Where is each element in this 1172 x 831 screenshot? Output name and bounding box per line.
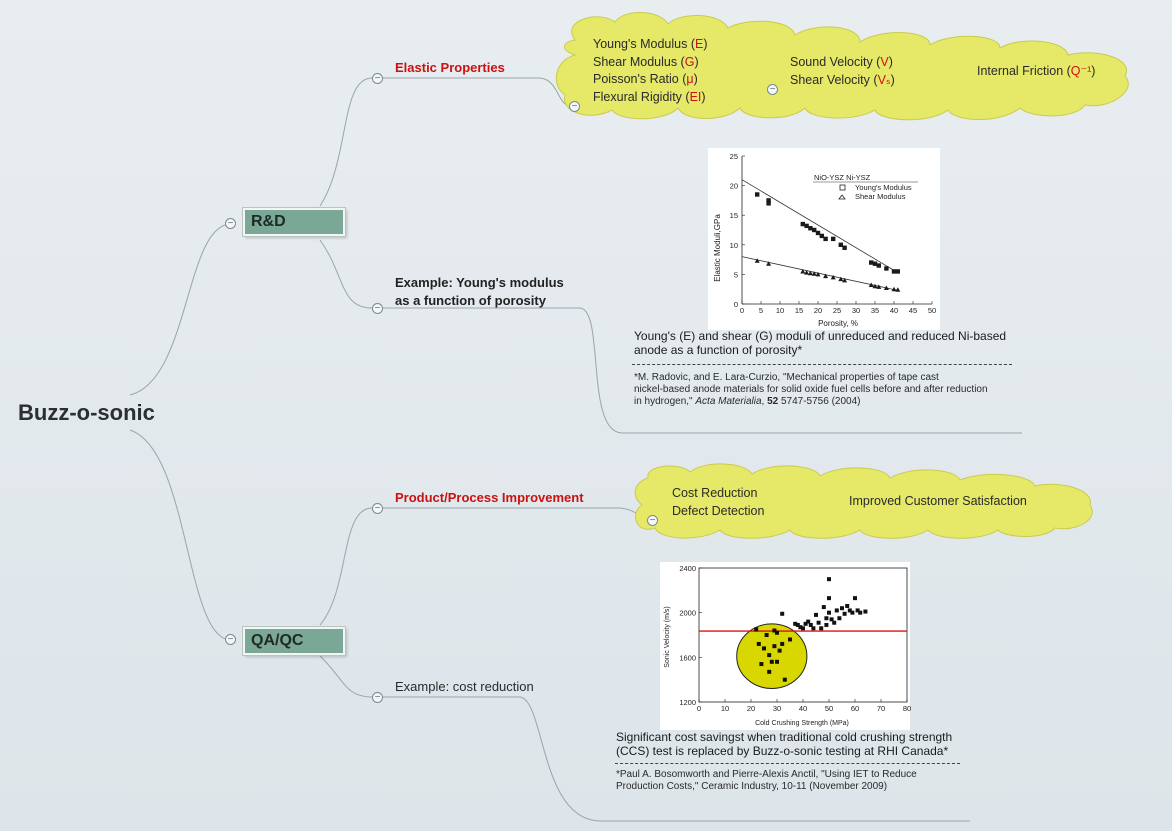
data-point xyxy=(759,662,763,666)
chart-sonic-velocity-ccs xyxy=(660,562,910,730)
x-tick-label: 30 xyxy=(851,306,861,315)
symbol-mu: μ xyxy=(686,72,694,86)
data-point xyxy=(778,649,782,653)
data-point xyxy=(850,611,854,615)
y-tick-label: 15 xyxy=(729,211,738,221)
velocity-item-shear: Shear Velocity (Vₛ) xyxy=(790,72,895,87)
collapse-young-toggle[interactable]: − xyxy=(372,303,383,314)
data-point xyxy=(824,616,828,620)
data-point xyxy=(754,627,758,631)
data-point xyxy=(767,670,771,674)
chart-moduli-porosity xyxy=(708,148,940,330)
shear-modulus-point xyxy=(895,287,900,292)
data-point xyxy=(770,660,774,664)
data-point xyxy=(824,623,828,627)
collapse-elastic-toggle[interactable]: − xyxy=(372,73,383,84)
link-elastic-cloud xyxy=(383,78,574,107)
moduli-list[interactable] xyxy=(593,36,708,106)
divider-ccs xyxy=(615,763,960,764)
young-modulus-point xyxy=(884,266,888,270)
young-modulus-point xyxy=(831,237,835,241)
xlabel-ccs: Cold Crushing Strength (MPa) xyxy=(755,720,849,727)
data-point xyxy=(827,611,831,615)
velocity-item-sound: Sound Velocity (V) xyxy=(790,55,893,69)
reference-ccs xyxy=(616,769,966,793)
collapse-velocities-toggle[interactable]: − xyxy=(767,84,778,95)
data-point xyxy=(822,605,826,609)
velocities-list[interactable] xyxy=(790,54,895,89)
data-point xyxy=(832,621,836,625)
symbol-g: G xyxy=(684,54,695,69)
x-tick-label: 60 xyxy=(850,704,860,713)
data-point xyxy=(827,577,831,581)
node-young-example-line1: Example: Young's modulus xyxy=(395,275,564,290)
node-elastic-properties[interactable]: Elastic Properties xyxy=(395,60,505,75)
caption-ccs-line2: (CCS) test is replaced by Buzz-o-sonic testing at RHI Canada* xyxy=(616,744,949,758)
customer-satisfaction-node[interactable]: Improved Customer Satisfaction xyxy=(849,494,1027,508)
moduli-item-young: Young's Modulus (E) xyxy=(593,37,708,51)
collapse-product-toggle[interactable]: − xyxy=(372,503,383,514)
reference-ccs-line1: *Paul A. Bosomworth and Pierre-Alexis Anctil, "Using IET to Reduce xyxy=(616,769,917,780)
x-tick-label: 15 xyxy=(794,306,804,315)
legend-shear-marker xyxy=(839,195,845,199)
young-modulus-point xyxy=(839,243,843,247)
y-tick-label: 2000 xyxy=(679,608,696,618)
moduli-item-poisson: Poisson's Ratio (μ) xyxy=(593,72,698,86)
data-point xyxy=(837,616,841,620)
data-point xyxy=(775,660,779,664)
legend-young-marker xyxy=(840,185,845,190)
symbol-e: E xyxy=(695,37,704,51)
y-tick-label: 1200 xyxy=(679,698,696,707)
symbol-ei: EI xyxy=(689,89,702,104)
link-root-qaqc xyxy=(130,430,231,640)
x-tick-label: 80 xyxy=(902,704,912,713)
y-tick-label: 25 xyxy=(729,152,738,161)
legend-header: NiO-YSZ Ni-YSZ xyxy=(814,173,871,182)
improvement-item-cost: Cost Reduction xyxy=(672,486,758,500)
data-point xyxy=(765,633,769,637)
data-point xyxy=(814,613,818,617)
link-qaqc-cost xyxy=(320,656,372,697)
y-tick-label: 20 xyxy=(729,181,738,191)
node-qaqc[interactable]: QA/QC xyxy=(243,627,345,655)
collapse-rd-toggle[interactable]: − xyxy=(225,218,236,229)
y-tick-label: 10 xyxy=(729,240,738,250)
data-point xyxy=(811,626,815,630)
node-young-example-line2: as a function of porosity xyxy=(395,293,546,308)
data-point xyxy=(780,612,784,616)
young-modulus-point xyxy=(766,201,770,205)
x-tick-label: 10 xyxy=(720,704,730,713)
x-tick-label: 45 xyxy=(908,306,918,315)
y-tick-label: 5 xyxy=(733,270,738,280)
reference-moduli-line1: *M. Radovic, and E. Lara-Curzio, "Mechanical properties of tape cast xyxy=(634,372,939,383)
root-node[interactable]: Buzz-o-sonic xyxy=(18,400,155,425)
link-root-rd xyxy=(130,224,231,395)
young-modulus-point xyxy=(896,269,900,273)
young-modulus-point xyxy=(820,234,824,238)
young-modulus-point xyxy=(816,231,820,235)
reference-moduli xyxy=(634,372,1024,408)
x-tick-label: 50 xyxy=(824,704,834,713)
young-modulus-point xyxy=(804,224,808,228)
young-modulus-point xyxy=(823,237,827,241)
caption-moduli: Young's (E) and shear (G) moduli of unreduced and reduced Ni-based anode as a function of porosity* xyxy=(634,329,1007,357)
ylabel-sonic: Sonic Velocity (m/s) xyxy=(664,606,671,668)
divider-moduli xyxy=(632,364,1012,365)
node-cost-example[interactable]: Example: cost reduction xyxy=(395,679,534,694)
x-tick-label: 35 xyxy=(870,306,880,315)
x-tick-label: 20 xyxy=(813,306,823,315)
data-point xyxy=(845,604,849,608)
young-modulus-point xyxy=(808,226,812,230)
xlabel-porosity: Porosity, % xyxy=(818,319,858,328)
data-point xyxy=(819,626,823,630)
x-tick-label: 5 xyxy=(758,306,764,315)
node-rd[interactable]: R&D xyxy=(243,208,345,236)
link-rd-elastic xyxy=(320,78,372,206)
data-point xyxy=(788,637,792,641)
x-tick-label: 50 xyxy=(927,306,937,315)
plot-frame xyxy=(699,568,907,702)
young-modulus-point xyxy=(892,269,896,273)
symbol-q-inverse: Q⁻¹ xyxy=(1070,64,1092,78)
x-tick-label: 0 xyxy=(739,306,745,315)
data-point xyxy=(757,642,761,646)
data-point xyxy=(775,631,779,635)
moduli-item-shear: Shear Modulus (G) xyxy=(593,54,699,69)
reference-ccs-line2: Production Costs," Ceramic Industry, 10-11 (November 2009) xyxy=(616,781,888,792)
improvement-list[interactable] xyxy=(672,485,764,520)
y-tick-label: 2400 xyxy=(679,564,696,573)
young-modulus-point xyxy=(755,192,759,196)
young-modulus-point xyxy=(873,262,877,266)
reference-moduli-line3: in hydrogen," Acta Materialia, 52 5747-5756 (2004) xyxy=(634,396,861,407)
data-point xyxy=(853,596,857,600)
young-modulus-point xyxy=(869,260,873,264)
data-point xyxy=(762,646,766,650)
data-point xyxy=(835,608,839,612)
symbol-v: V xyxy=(880,55,889,69)
moduli-item-flexural: Flexural Rigidity (EI) xyxy=(593,89,706,104)
x-tick-label: 0 xyxy=(696,704,702,713)
x-tick-label: 10 xyxy=(775,306,785,315)
data-point xyxy=(840,606,844,610)
data-point xyxy=(772,644,776,648)
x-tick-label: 25 xyxy=(832,306,842,315)
data-point xyxy=(817,621,821,625)
data-point xyxy=(767,653,771,657)
x-tick-label: 20 xyxy=(746,704,756,713)
data-point xyxy=(827,596,831,600)
y-tick-label: 1600 xyxy=(679,653,696,663)
link-rd-young xyxy=(320,240,372,308)
ylabel-moduli: Elastic Moduli,GPa xyxy=(713,214,722,282)
symbol-vs: Vₛ xyxy=(877,72,891,87)
internal-friction-node[interactable]: Internal Friction (Q⁻¹) xyxy=(977,64,1096,78)
collapse-cost-toggle[interactable]: − xyxy=(372,692,383,703)
data-point xyxy=(863,610,867,614)
link-qaqc-product xyxy=(320,508,372,625)
x-tick-label: 40 xyxy=(798,704,808,713)
collapse-improvement-toggle[interactable]: − xyxy=(647,515,658,526)
caption-ccs-line1: Significant cost savingst when traditional cold crushing strength xyxy=(616,730,953,744)
young-modulus-point xyxy=(842,246,846,250)
caption-ccs xyxy=(616,730,966,758)
young-modulus-point xyxy=(877,263,881,267)
legend-shear-label: Shear Modulus xyxy=(855,192,906,201)
collapse-qaqc-toggle[interactable]: − xyxy=(225,634,236,645)
x-tick-label: 40 xyxy=(889,306,899,315)
data-point xyxy=(843,612,847,616)
improvement-item-defect: Defect Detection xyxy=(672,503,765,518)
legend-young-label: Young's Modulus xyxy=(855,183,912,192)
node-product-improvement[interactable]: Product/Process Improvement xyxy=(395,490,584,505)
link-product-cloud xyxy=(383,508,654,520)
collapse-moduli-toggle[interactable]: − xyxy=(569,101,580,112)
data-point xyxy=(783,678,787,682)
young-modulus-point xyxy=(801,222,805,226)
x-tick-label: 30 xyxy=(772,704,782,713)
y-tick-label: 0 xyxy=(733,300,738,309)
node-young-example[interactable] xyxy=(395,274,564,310)
data-point xyxy=(858,611,862,615)
highlight-circle xyxy=(737,624,807,689)
data-point xyxy=(801,626,805,630)
x-tick-label: 70 xyxy=(876,704,886,713)
data-point xyxy=(780,642,784,646)
young-modulus-point xyxy=(812,228,816,232)
reference-moduli-line2: nickel-based anode materials for solid oxide fuel cells before and after reduction xyxy=(634,384,988,395)
